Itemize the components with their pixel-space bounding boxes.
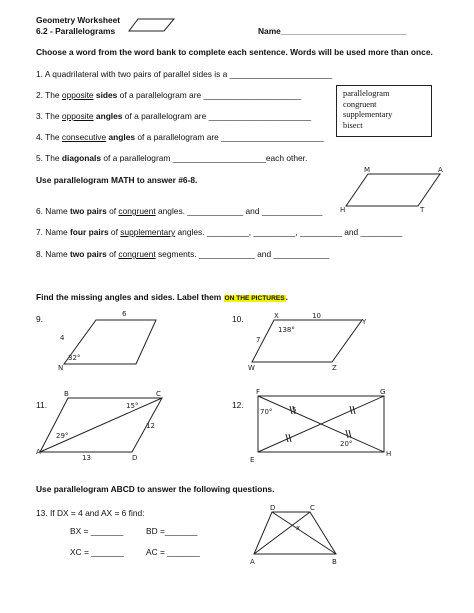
fig12-vertex-e: E bbox=[250, 456, 255, 464]
figure-10 bbox=[248, 308, 374, 370]
parallelogram-math-figure bbox=[340, 166, 446, 216]
fig10-vertex-w: W bbox=[248, 364, 255, 372]
fig10-vertex-x: X bbox=[274, 312, 279, 320]
fig10-side-left: 7 bbox=[256, 336, 261, 344]
fig10-angle: 138° bbox=[278, 326, 295, 334]
abcd-vertex-b: B bbox=[332, 558, 337, 566]
section-find-heading: Find the missing angles and sides. Label them ON THE PICTURES. bbox=[36, 292, 288, 302]
fig11-angle-top: 15° bbox=[126, 402, 139, 410]
highlight-on-the-pictures: ON THE PICTURES bbox=[224, 295, 285, 302]
fig10-side-top: 10 bbox=[312, 312, 321, 320]
fig12-angle-70: 70° bbox=[260, 408, 273, 416]
instructions: Choose a word from the word bank to complete each sentence. Words will be used more than once. bbox=[36, 47, 433, 57]
fig9-vertex-n: N bbox=[58, 364, 64, 372]
fig9-side-top: 6 bbox=[122, 310, 127, 318]
fig9-angle: 32° bbox=[68, 354, 81, 362]
answer-bd[interactable]: BD =_______ bbox=[146, 526, 198, 536]
fig11-vertex-d: D bbox=[132, 454, 138, 462]
word-bank-item: parallelogram bbox=[343, 89, 390, 98]
parallelogram-logo bbox=[128, 17, 176, 33]
figure-11 bbox=[36, 388, 172, 464]
figure-9-number: 9. bbox=[36, 314, 43, 324]
sentence-2[interactable]: 2. The opposite sides of a parallelogram are _____________________ bbox=[36, 90, 302, 100]
answer-bx[interactable]: BX = _______ bbox=[70, 526, 124, 536]
figure-11-number: 11. bbox=[36, 400, 48, 410]
abcd-vertex-c: C bbox=[310, 504, 315, 512]
question-7[interactable]: 7. Name four pairs of supplementary angles. _________, _________, _________ and _________ bbox=[36, 227, 403, 237]
figure-12-number: 12. bbox=[232, 400, 244, 410]
word-bank-item: congruent bbox=[343, 99, 377, 109]
section-math-heading: Use parallelogram MATH to answer #6-8. bbox=[36, 175, 198, 185]
answer-ac[interactable]: AC = _______ bbox=[146, 547, 200, 557]
section-abcd-heading: Use parallelogram ABCD to answer the following questions. bbox=[36, 484, 275, 494]
fig11-vertex-b: B bbox=[64, 390, 69, 398]
sentence-4[interactable]: 4. The consecutive angles of a parallelogram are ______________________ bbox=[36, 132, 324, 142]
label-h: H bbox=[340, 206, 346, 214]
fig11-side-right: 12 bbox=[146, 422, 155, 430]
fig12-segment-5: 5 bbox=[292, 406, 297, 414]
fig10-vertex-y: Y bbox=[362, 318, 367, 326]
word-bank-item: supplementary bbox=[343, 110, 393, 119]
question-6[interactable]: 6. Name two pairs of congruent angles. ____________ and _____________ bbox=[36, 206, 323, 216]
question-13-prompt: 13. If DX = 4 and AX = 6 find: bbox=[36, 508, 145, 518]
fig11-vertex-c: C bbox=[156, 390, 161, 398]
figure-9 bbox=[56, 308, 166, 370]
fig11-angle-left: 29° bbox=[56, 432, 69, 440]
fig11-side-bottom: 13 bbox=[82, 454, 91, 462]
word-bank-item: bisect bbox=[343, 120, 363, 130]
abcd-vertex-d: D bbox=[270, 504, 276, 512]
worksheet-title: Geometry Worksheet bbox=[36, 15, 121, 25]
label-a: A bbox=[438, 166, 443, 174]
abcd-vertex-a: A bbox=[250, 558, 255, 566]
figure-12 bbox=[250, 386, 396, 464]
sentence-1[interactable]: 1. A quadrilateral with two pairs of parallel sides is a ______________________ bbox=[36, 69, 333, 79]
fig11-vertex-a: A bbox=[36, 448, 41, 456]
question-8[interactable]: 8. Name two pairs of congruent segments. ____________ and ____________ bbox=[36, 249, 330, 259]
parallelogram-abcd-figure bbox=[250, 502, 356, 568]
fig10-vertex-z: Z bbox=[332, 364, 337, 372]
sentence-5[interactable]: 5. The diagonals of a parallelogram ____________________each other. bbox=[36, 153, 308, 163]
word-bank bbox=[336, 85, 432, 137]
name-field[interactable]: Name___________________________ bbox=[258, 26, 407, 36]
abcd-center-x: x bbox=[296, 524, 301, 532]
answer-xc[interactable]: XC = _______ bbox=[70, 547, 124, 557]
fig12-vertex-h: H bbox=[386, 450, 392, 458]
figure-10-number: 10. bbox=[232, 314, 244, 324]
fig12-vertex-f: F bbox=[256, 388, 261, 396]
label-m: M bbox=[364, 166, 371, 174]
worksheet-subtitle: 6.2 - Parallelograms bbox=[36, 26, 116, 36]
fig12-vertex-g: G bbox=[380, 388, 386, 396]
sentence-3[interactable]: 3. The opposite angles of a parallelogram are ______________________ bbox=[36, 111, 312, 121]
fig9-side-left: 4 bbox=[60, 334, 65, 342]
label-t: T bbox=[420, 206, 425, 214]
fig12-angle-20: 20° bbox=[340, 440, 353, 448]
